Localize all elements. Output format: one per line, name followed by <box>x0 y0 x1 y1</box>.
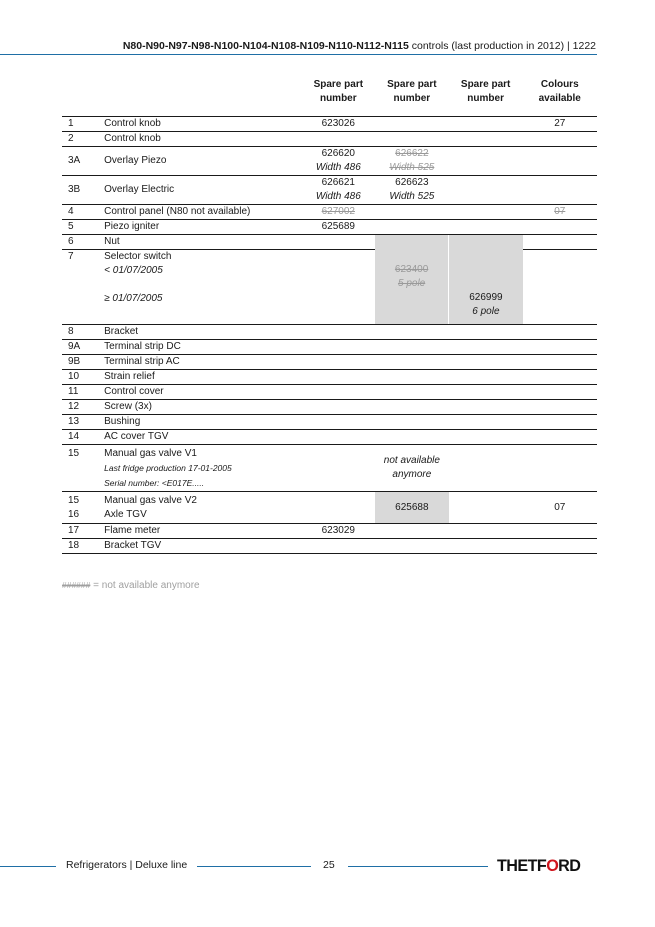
row-description: Terminal strip DC <box>98 340 302 355</box>
row-number: 15 <box>62 445 98 492</box>
row-description: Bracket <box>98 325 302 340</box>
row-number: 8 <box>62 325 98 340</box>
spare-part-2: not available anymore <box>375 445 449 492</box>
part-poles: 5 pole <box>397 278 426 289</box>
part-width: Width 486 <box>315 191 361 202</box>
header-spare-part-2: Spare part number <box>387 79 437 104</box>
date-after: ≥ 01/07/2005 <box>104 293 163 304</box>
date-before: < 01/07/2005 <box>104 265 163 276</box>
spare-part-1: 625689 <box>302 220 375 235</box>
footer-rule-right <box>348 866 488 867</box>
row-number: 2 <box>62 132 98 147</box>
spare-parts-table <box>62 77 597 554</box>
part-number: 626999 <box>469 292 503 303</box>
table-row <box>62 132 597 147</box>
row-number: 10 <box>62 370 98 385</box>
logo-part-c: RD <box>558 856 581 875</box>
spare-part-2: 625688 <box>375 492 449 524</box>
row-description: Strain relief <box>98 370 302 385</box>
table-row <box>62 370 597 385</box>
table-row <box>62 355 597 370</box>
table-row <box>62 117 597 132</box>
header-spare-part-3: Spare part number <box>460 79 511 104</box>
table-row <box>62 220 597 235</box>
thetford-logo <box>497 856 595 878</box>
header-subtitle: controls (last production in 2012) | 1222 <box>408 40 596 52</box>
table-row <box>62 492 597 509</box>
serial-number-note: Serial number: <E017E..... <box>104 478 205 488</box>
table-row <box>62 430 597 445</box>
legend <box>62 580 200 591</box>
page-header <box>0 39 655 55</box>
table-row <box>62 235 597 250</box>
spare-part-2 <box>375 235 449 325</box>
row-description: Manual gas valve V2 <box>104 495 197 506</box>
spare-part-1: 623029 <box>302 524 375 539</box>
row-number: 4 <box>62 205 98 220</box>
footer-rule-middle <box>197 866 311 867</box>
row-number: 9A <box>62 340 98 355</box>
part-width: Width 525 <box>389 191 435 202</box>
row-description: Selector switch < 01/07/2005 ≥ 01/07/2005 <box>98 250 302 325</box>
row-description: Axle TGV <box>98 508 302 524</box>
table-row <box>62 445 597 492</box>
row-description: Control panel (N80 not available) <box>98 205 302 220</box>
row-description: Control cover <box>98 385 302 400</box>
row-number: 5 <box>62 220 98 235</box>
row-number: 9B <box>62 355 98 370</box>
table-row <box>62 340 597 355</box>
footer-rule-left <box>0 866 56 867</box>
row-description: Overlay Piezo <box>98 147 302 176</box>
spare-part-2 <box>375 176 449 205</box>
legend-sample: ###### <box>62 580 91 590</box>
table-header-row <box>62 77 597 117</box>
table-row <box>62 400 597 415</box>
row-number: 3A <box>62 147 98 176</box>
row-description: Bushing <box>98 415 302 430</box>
header-rule <box>0 54 597 55</box>
row-description: Control knob <box>98 117 302 132</box>
part-number: 626621 <box>321 177 355 188</box>
colours: 07 <box>523 492 598 524</box>
row-description: Control knob <box>98 132 302 147</box>
row-description: Manual gas valve V1 Last fridge production 17-01-2005 Serial number: <E017E..... <box>98 445 302 492</box>
page-number: 25 <box>323 859 335 871</box>
row-number: 15 <box>68 495 80 506</box>
spare-part-2 <box>375 147 449 176</box>
row-number: 17 <box>62 524 98 539</box>
table-row <box>62 415 597 430</box>
table-row <box>62 176 597 205</box>
logo-part-a: THETF <box>497 856 547 875</box>
part-number: 623400 <box>394 264 429 275</box>
table-row <box>62 205 597 220</box>
table-row <box>62 325 597 340</box>
header-models: N80-N90-N97-N98-N100-N104-N108-N109-N110-N112-N115 <box>122 40 409 52</box>
spare-part-1: 627002 <box>302 205 375 220</box>
row-number: 7 <box>62 250 98 325</box>
row-description: Terminal strip AC <box>98 355 302 370</box>
table-row <box>62 539 597 554</box>
row-description: Piezo igniter <box>98 220 302 235</box>
part-number: 626622 <box>395 148 429 159</box>
header-colours: Colours available <box>538 79 581 104</box>
row-number: 6 <box>62 235 98 250</box>
spare-part-1: 623026 <box>302 117 375 132</box>
row-description: Screw (3x) <box>98 400 302 415</box>
table-row <box>62 147 597 176</box>
part-width: Width 525 <box>389 162 435 173</box>
header-spare-part-1: Spare part number <box>313 79 364 104</box>
row-description: Overlay Electric <box>98 176 302 205</box>
row-description: Flame meter <box>98 524 302 539</box>
logo-part-b: O <box>546 856 559 875</box>
row-number: 13 <box>62 415 98 430</box>
row-number: 16 <box>62 508 98 524</box>
row-number: 11 <box>62 385 98 400</box>
part-width: Width 486 <box>315 162 361 173</box>
row-number: 1 <box>62 117 98 132</box>
footer-title: Refrigerators | Deluxe line <box>66 859 188 871</box>
row-number: 3B <box>62 176 98 205</box>
table-row <box>62 524 597 539</box>
spare-part-1 <box>302 147 375 176</box>
page-footer <box>0 858 655 878</box>
row-description: AC cover TGV <box>98 430 302 445</box>
table-row <box>62 385 597 400</box>
row-description: Nut <box>98 235 302 250</box>
part-number: 626620 <box>321 148 355 159</box>
spare-part-3 <box>449 235 523 325</box>
row-number: 18 <box>62 539 98 554</box>
spare-part-1 <box>302 176 375 205</box>
row-number: 14 <box>62 430 98 445</box>
colours: 07 <box>523 205 598 220</box>
part-poles: 6 pole <box>472 306 500 317</box>
colours: 27 <box>523 117 598 132</box>
legend-text: = not available anymore <box>90 580 200 591</box>
row-number: 12 <box>62 400 98 415</box>
part-number: 626623 <box>395 177 429 188</box>
header-title <box>123 40 596 52</box>
row-description: Bracket TGV <box>98 539 302 554</box>
last-production-note: Last fridge production 17-01-2005 <box>104 463 232 473</box>
